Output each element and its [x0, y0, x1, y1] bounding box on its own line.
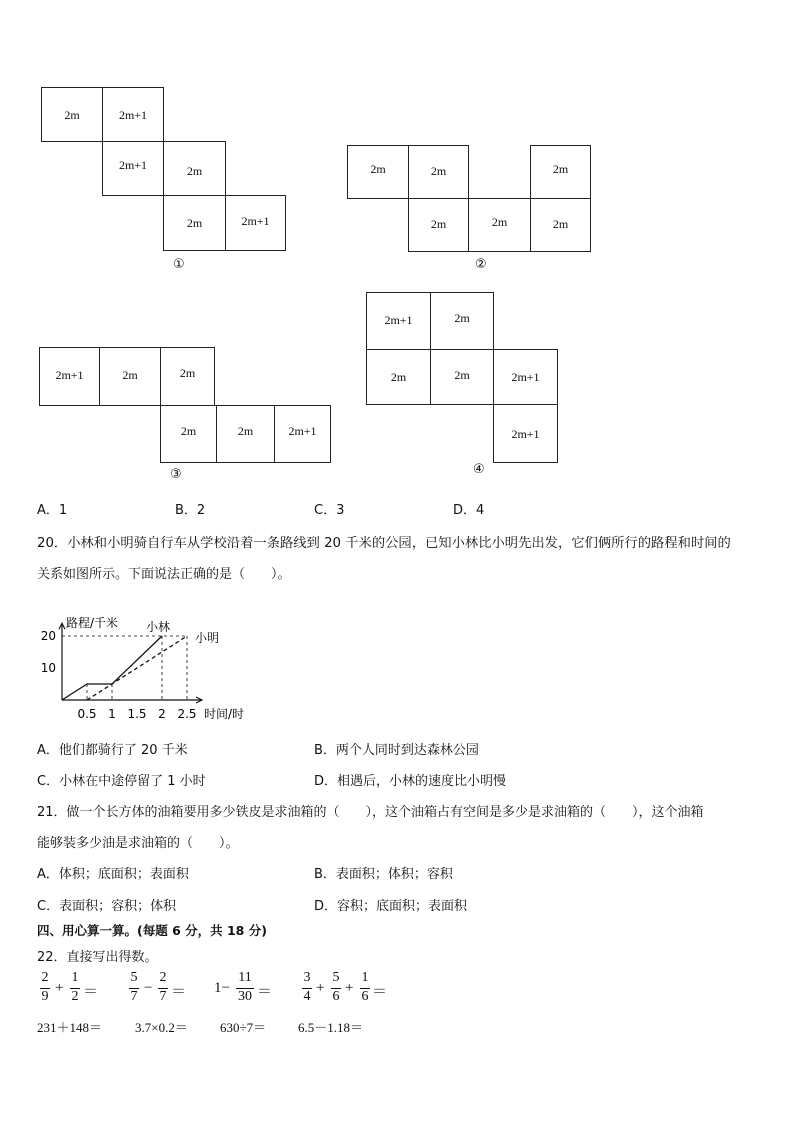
y-axis-label: 路程/千米: [66, 616, 119, 631]
q19-option-b[interactable]: B．2: [175, 503, 206, 518]
net4-label: ④: [473, 462, 485, 477]
net2-cell: 2m: [530, 145, 591, 199]
net2-cell: 2m: [347, 145, 409, 199]
net3-cell: 2m: [216, 405, 275, 463]
fraction: 2 9: [41, 970, 49, 1004]
calc-1: 231＋148＝: [37, 1020, 103, 1035]
net4-cell: 2m: [430, 292, 494, 350]
net2-cell: 2m: [408, 198, 469, 252]
x-tick-label: 1.5: [127, 707, 147, 721]
q20-option-c[interactable]: C．小林在中途停留了 1 小时: [37, 774, 206, 789]
net1-cell: 2m+1: [102, 87, 164, 142]
net3-cell: 2m+1: [274, 405, 331, 463]
net1-cell: 2m: [41, 87, 103, 142]
series-line-2: [87, 636, 187, 700]
x-tick-label: 0.5: [77, 707, 97, 721]
fraction: 5 7: [130, 970, 138, 1004]
net4-cell: 2m+1: [366, 292, 431, 350]
net4-cell: 2m+1: [493, 404, 558, 463]
q19-option-a[interactable]: A．1: [37, 503, 68, 518]
net4-cell: 2m+1: [493, 349, 558, 405]
operator: +: [55, 980, 64, 996]
net1-cell: 2m: [163, 195, 226, 251]
net2-label: ②: [475, 257, 487, 272]
distance-time-chart: [30, 598, 280, 728]
net1-label: ①: [173, 257, 185, 272]
equals-sign: ＝: [171, 984, 187, 1000]
q21-option-b[interactable]: B．表面积；体积；容积: [314, 867, 453, 882]
net2-cell: 2m: [530, 198, 591, 252]
q21-option-a[interactable]: A．体积；底面积；表面积: [37, 867, 189, 882]
series-label-xiaolin: 小林: [146, 620, 171, 634]
y-tick-label: 20: [40, 629, 56, 643]
q21-option-c[interactable]: C．表面积；容积；体积: [37, 899, 177, 914]
equals-sign: ＝: [83, 984, 99, 1000]
equals-sign: ＝: [372, 984, 388, 1000]
fraction: 1 6: [361, 970, 369, 1004]
q22-stem: 22．直接写出得数。: [37, 950, 158, 965]
fraction: 5 6: [332, 970, 340, 1004]
equals-sign: ＝: [257, 984, 273, 1000]
operator: +: [316, 980, 325, 996]
calc-4: 6.5－1.18＝: [298, 1020, 364, 1035]
q20-stem-line1: 20．小林和小明骑自行车从学校沿着一条路线到 20 千米的公园，已知小林比小明先出发，它们俩所行的路程和时间的: [37, 536, 731, 551]
fraction: 1 2: [71, 970, 79, 1004]
section-4-heading: 四、用心算一算。(每题 6 分，共 18 分): [37, 923, 267, 938]
q20-option-a[interactable]: A．他们都骑行了 20 千米: [37, 743, 188, 758]
net3-cell: 2m+1: [39, 347, 100, 406]
net3-label: ③: [170, 467, 182, 482]
y-tick-label: 10: [40, 661, 56, 675]
net1-cell: 2m+1: [225, 195, 286, 251]
x-axis-label: 时间/时: [204, 707, 245, 721]
q19-option-c[interactable]: C．3: [314, 503, 345, 518]
net1-cell: 2m: [163, 141, 226, 196]
calc-2: 3.7×0.2＝: [135, 1020, 188, 1035]
fraction: 3 4: [303, 970, 311, 1004]
net4-cell: 2m: [430, 349, 494, 405]
net3-cell: 2m: [99, 347, 161, 406]
q21-option-d[interactable]: D．容积；底面积；表面积: [314, 899, 468, 914]
operator: 1−: [214, 980, 230, 996]
x-tick-label: 1: [108, 707, 116, 721]
q20-option-d[interactable]: D．相遇后，小林的速度比小明慢: [314, 774, 507, 789]
fraction: 2 7: [159, 970, 167, 1004]
operator: +: [345, 980, 354, 996]
calc-3: 630÷7＝: [220, 1020, 267, 1035]
q21-stem-line1: 21．做一个长方体的油箱要用多少铁皮是求油箱的（ ），这个油箱占有空间是多少是求油箱的（ ），这个油箱: [37, 805, 704, 820]
net2-cell: 2m: [468, 198, 531, 252]
operator: −: [144, 980, 153, 996]
net1-cell: 2m+1: [102, 141, 164, 196]
net3-cell: 2m: [160, 347, 215, 406]
net2-cell: 2m: [408, 145, 469, 199]
x-tick-label: 2: [158, 707, 166, 721]
fraction: 11 30: [238, 970, 252, 1004]
q19-option-d[interactable]: D．4: [453, 503, 485, 518]
net4-cell: 2m: [366, 349, 431, 405]
q20-option-b[interactable]: B．两个人同时到达森林公园: [314, 743, 479, 758]
series-label-xiaoming: 小明: [195, 631, 220, 645]
x-tick-label: 2.5: [177, 707, 197, 721]
q21-stem-line2: 能够装多少油是求油箱的（ ）。: [37, 836, 239, 851]
q20-stem-line2: 关系如图所示。下面说法正确的是（ ）。: [37, 567, 291, 582]
net3-cell: 2m: [160, 405, 217, 463]
